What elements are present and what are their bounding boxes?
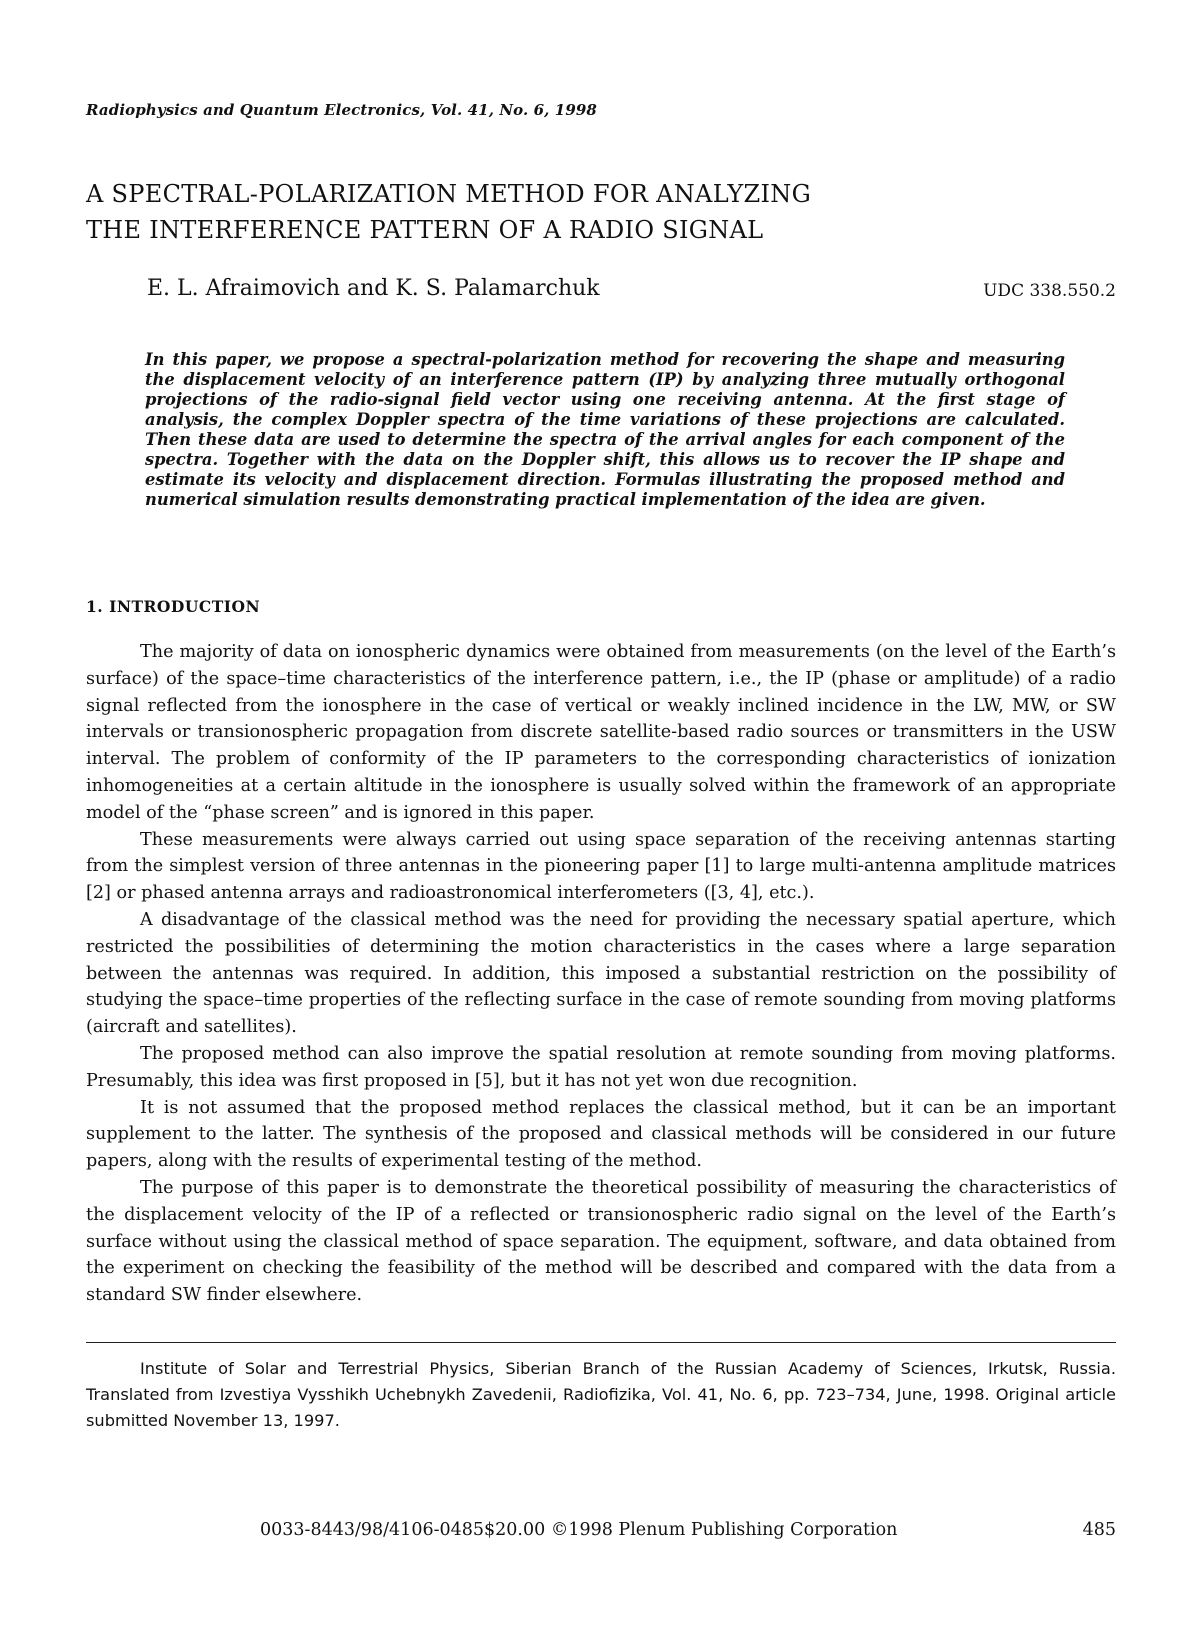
title-line: THE INTERFERENCE PATTERN OF A RADIO SIGNAL bbox=[86, 216, 764, 244]
title-line: A SPECTRAL-POLARIZATION METHOD FOR ANALYZING bbox=[86, 180, 812, 208]
paragraph: The majority of data on ionospheric dynamics were obtained from measurements (on the level of the Earth’s surface) of the space–time characteristics of the interference pattern, i.e., the IP (phase or amplitude) of a radio signal reflected from the ionosphere in the case of vertical or weakly inclined incidence in the LW, MW, or SW intervals or transionospheric propagation from discrete satellite-based radio sources or transmitters in the USW interval. The problem of conformity of the IP parameters to the corresponding characteristics of ionization inhomogeneities at a certain altitude in the ionosphere is usually solved within the framework of an appropriate model of the “phase screen” and is ignored in this paper. bbox=[86, 642, 1116, 823]
paragraph: The proposed method can also improve the spatial resolution at remote sounding from moving platforms. Presumably, this idea was first proposed in [5], but it has not yet won due recognition. bbox=[86, 1043, 1116, 1091]
section-heading: 1. INTRODUCTION bbox=[86, 597, 261, 616]
page-number: 485 bbox=[1082, 1520, 1116, 1540]
footnote: Institute of Solar and Terrestrial Physics, Siberian Branch of the Russian Academy of Sciences, Irkutsk, Russia. Translated from Izvestiya Vysshikh Uchebnykh Zavedenii, Radiofizika, Vol. 41, No. 6, pp. 723–734, June, 1998. Original article submitted November 13, 1997. bbox=[86, 1359, 1116, 1430]
paragraph: These measurements were always carried out using space separation of the receiving antennas starting from the simplest version of three antennas in the pioneering paper [1] to large multi-antenna amplitude matrices [2] or phased antenna arrays and radioastronomical interferometers ([3, 4], etc.). bbox=[86, 829, 1116, 904]
body-text bbox=[86, 639, 1116, 1309]
journal-header: Radiophysics and Quantum Electronics, Vol. 41, No. 6, 1998 bbox=[86, 101, 597, 119]
authors: E. L. Afraimovich and K. S. Palamarchuk bbox=[147, 276, 600, 301]
abstract: In this paper, we propose a spectral-polarization method for recovering the shape and measuring the displacement velocity of an interference pattern (IP) by analyzing three mutually orthogonal projections of the radio-signal field vector using one receiving antenna. At the first stage of analysis, the complex Doppler spectra of the time variations of these projections are calculated. Then these data are used to determine the spectra of the arrival angles for each component of the spectra. Together with the data on the Doppler shift, this allows us to recover the IP shape and estimate its velocity and displacement direction. Formulas illustrating the proposed method and numerical simulation results demonstrating practical implementation of the idea are given. bbox=[145, 350, 1065, 509]
publisher-footer: 0033-8443/98/4106-0485$20.00 ©1998 Plenum Publishing Corporation bbox=[260, 1520, 898, 1540]
paragraph: It is not assumed that the proposed method replaces the classical method, but it can be an important supplement to the latter. The synthesis of the proposed and classical methods will be considered in our future papers, along with the results of experimental testing of the method. bbox=[86, 1097, 1116, 1172]
udc-code: UDC 338.550.2 bbox=[983, 281, 1116, 301]
paper-title bbox=[86, 176, 1106, 248]
footnote-divider bbox=[86, 1342, 1116, 1343]
paragraph: A disadvantage of the classical method was the need for providing the necessary spatial aperture, which restricted the possibilities of determining the motion characteristics in the cases where a large separation between the antennas was required. In addition, this imposed a substantial restriction on the possibility of studying the space–time properties of the reflecting surface in the case of remote sounding from moving platforms (aircraft and satellites). bbox=[86, 909, 1116, 1038]
paragraph: The purpose of this paper is to demonstrate the theoretical possibility of measuring the characteristics of the displacement velocity of the IP of a reflected or transionospheric radio signal on the level of the Earth’s surface without using the classical method of space separation. The equipment, software, and data obtained from the experiment on checking the feasibility of the method will be described and compared with the data from a standard SW finder elsewhere. bbox=[86, 1177, 1116, 1306]
